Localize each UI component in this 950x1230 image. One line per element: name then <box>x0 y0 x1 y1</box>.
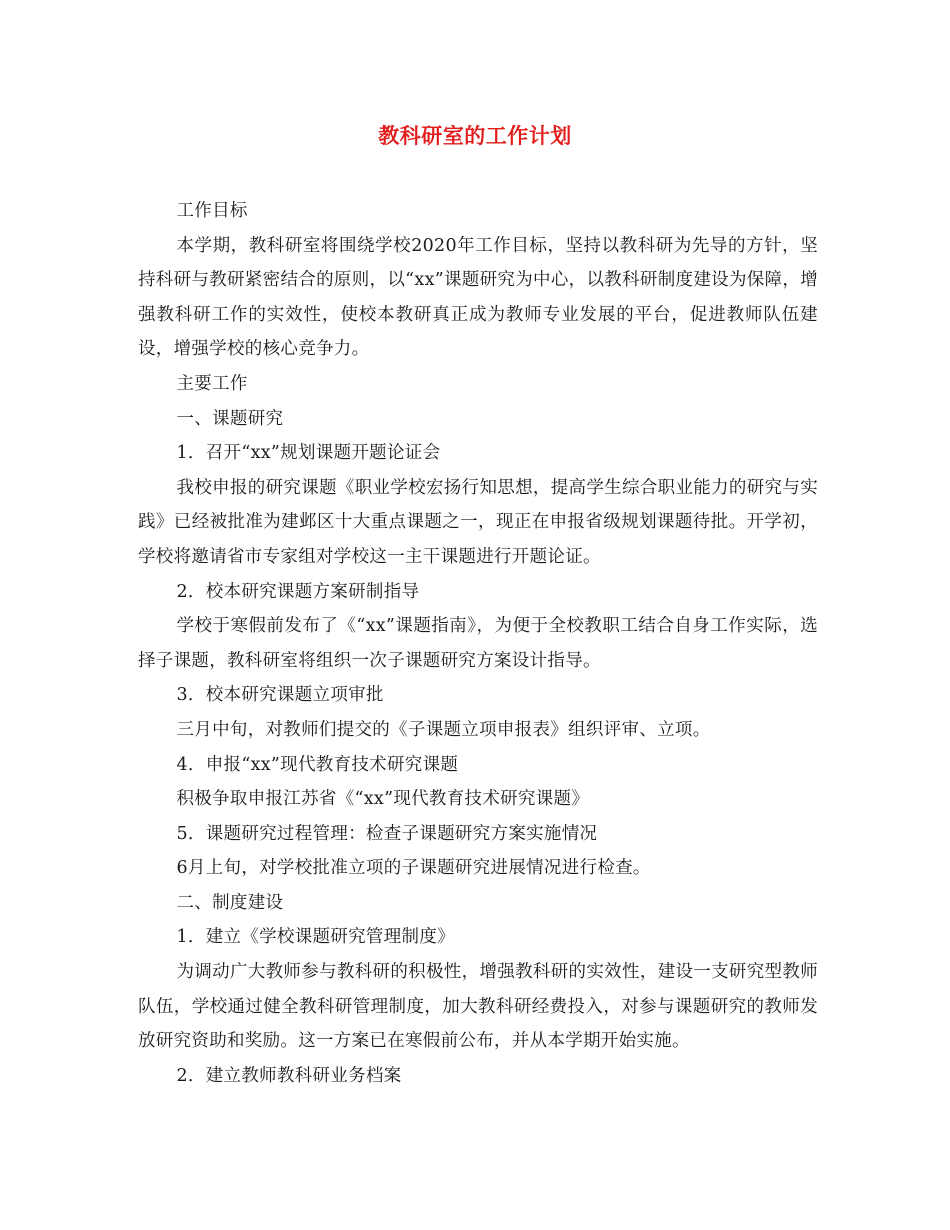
item-heading-institution-1: 1．建立《学校课题研究管理制度》 <box>176 927 455 948</box>
item-heading-2: 2．校本研究课题方案研制指导 <box>176 581 420 602</box>
section-heading-goals: 工作目标 <box>176 201 248 221</box>
paragraph-institution-1: 为调动广大教师参与教科研的积极性，增强教科研的实效性，建设一支研究型教师队伍，学校通过健全教科研管理制度，加大教科研经费投入，对参与课题研究的教师发放研究资助和奖励。这一方案已在寒假前公布，并从本学期开始实施。 <box>138 962 818 1052</box>
item-heading-institution-2: 2．建立教师教科研业务档案 <box>176 1065 402 1086</box>
item-heading-3: 3．校本研究课题立项审批 <box>176 685 384 706</box>
document-title: 教科研室的工作计划 <box>378 124 572 148</box>
heading-research: 一、课题研究 <box>176 408 284 429</box>
paragraph-item-4: 积极争取申报江苏省《“xx”现代教育技术研究课题》 <box>176 789 590 810</box>
paragraph-item-3: 三月中旬，对教师们提交的《子课题立项申报表》组织评审、立项。 <box>176 719 711 740</box>
item-heading-4: 4．申报“xx”现代教育技术研究课题 <box>176 754 459 775</box>
document-body <box>138 194 818 1093</box>
item-heading-1: 1．召开“xx”规划课题开题论证会 <box>176 443 441 464</box>
paragraph-item-2: 学校于寒假前发布了《“xx”课题指南》，为便于全校教职工结合自身工作实际，选择子课题，教科研室将组织一次子课题研究方案设计指导。 <box>138 616 818 671</box>
section-heading-main-work: 主要工作 <box>176 373 248 394</box>
paragraph-item-1: 我校申报的研究课题《职业学校宏扬行知思想，提高学生综合职业能力的研究与实践》已经被批准为建邺区十大重点课题之一，现正在申报省级规划课题待批。开学初，学校将邀请省市专家组对学校这一主干课题进行开题论证。 <box>138 477 818 567</box>
paragraph-goals: 本学期，教科研室将围绕学校2020年工作目标，坚持以教科研为先导的方针，坚持科研与教研紧密结合的原则，以“xx”课题研究为中心，以教科研制度建设为保障，增强教科研工作的实效性，使校本教研真正成为教师专业发展的平台，促进教师队伍建设，增强学校的核心竞争力。 <box>138 235 818 360</box>
item-heading-5: 5．课题研究过程管理：检查子课题研究方案实施情况 <box>176 823 598 844</box>
paragraph-item-5: 6月上旬，对学校批准立项的子课题研究进展情况进行检查。 <box>176 858 651 879</box>
heading-institution: 二、制度建设 <box>176 892 284 913</box>
